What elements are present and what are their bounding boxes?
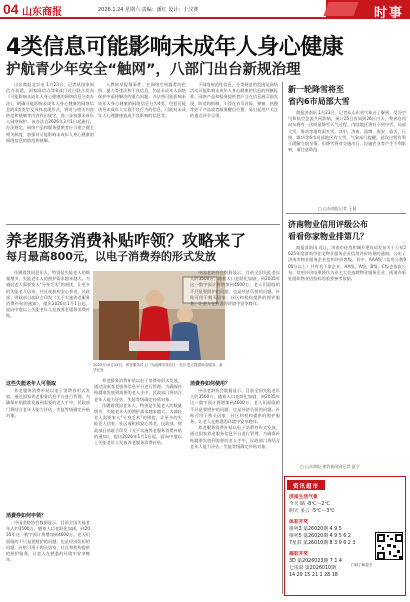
section-rule xyxy=(6,224,280,225)
sports-lottery-title: 体彩开奖 xyxy=(289,520,309,525)
weather-line: 今天 晴 -8℃～2℃ xyxy=(289,502,330,507)
weather-credit: □ 山东商报记者 王磊 xyxy=(318,206,357,211)
section-tag: 时事 xyxy=(373,6,404,21)
section-banner xyxy=(326,0,410,19)
qr-code[interactable] xyxy=(375,532,403,560)
welfare-lottery-line: 七乐彩 第2026010期 xyxy=(289,566,336,571)
dateline: 2026.1.24 星期六 责编：潘红 设计：于汶赛 xyxy=(98,7,199,13)
column-divider xyxy=(282,82,283,594)
pension-body-col-1c: 中国老龄协会数据显示，目前全国失能老年人约3500万，随着人口老龄化加剧，到2035年这一数字预计将增加到4600万。老人们面临的不只是要照护的问题，也是经济负担的问题。补贴可用于购买居家、社区和机构提供的照护服务，让老人在熟悉的环境中安享晚年。 xyxy=(6,520,90,563)
property-headline: 济南物业信用评级公布 xyxy=(288,220,368,229)
lead-subheadline: 护航青少年安全“触网”，八部门出台新规治理 xyxy=(6,62,301,78)
lead-headline: 4类信息可能影响未成年人身心健康 xyxy=(6,35,344,60)
qr-pattern xyxy=(376,533,403,560)
weather-headline: 新一轮降雪将至 xyxy=(288,85,344,94)
sports-lottery-line: 7星彩 第26010期 8 3 9 6 2 3 xyxy=(289,541,356,546)
weather-block-title: 济南生活气象 xyxy=(289,495,318,500)
lead-body-col-2: 人教网举报情事件，在网络空间露骨的色情、暴力等违法和不良信息，仍是未成年人网络保护中亟待解决的重点问题。办法将可能影响未成年人身心健康的网络信息分为4类，包括可能诱导未成年人实施不良行为的信息，可能对未成年人心理健康造成不良影响的信息等。 xyxy=(98,82,186,119)
welfare-lottery-line: 14 29 15 21 1 28 18 xyxy=(289,573,338,578)
welfare-lottery-title: 福彩开奖 xyxy=(289,552,309,557)
weather-line: 明天 多云 -5℃～3℃ xyxy=(289,509,335,514)
masthead-bar xyxy=(0,0,410,19)
weather-subheadline: 省内6市局部大雪 xyxy=(288,97,350,106)
welfare-lottery-line: 3D 第2026023期 7 1 4 xyxy=(289,559,342,564)
pension-sub-eligibility: 这些失能老年人可领取 xyxy=(6,381,57,387)
lead-body-col-1: 山东商报北京电 1月23日，记者从国家网信办获悉，国家网信办等8部门近日联合发布《可能影响未成年人身心健康的网络信息分类办法》，明确可能影响未成年人身心健康的网络信息的4类类型及具体表现形式，将对与相关内容防范和抵制等内容作出规定，进一步加强未成年人网络保护。该办法自2026年3月1日起施行。办法规定，网络产品和服务提供者应当建立健全相关制度，加强对可能影响未成年人身心健康的网络信息的防范和抵制。 xyxy=(6,82,94,143)
pension-headline: 养老服务消费补贴咋领？攻略来了 xyxy=(6,231,247,250)
photo-caption: 2025年10月23日，养老服务员上门为淄博市张店区一社区老人提供助浴服务。新华社发 xyxy=(93,363,223,372)
property-subheadline: 看看你家物业排第几？ xyxy=(288,232,368,241)
pension-sub-apply: 消费券如何申领？ xyxy=(6,513,47,519)
pension-subheadline: 每月最高800元，以电子消费券的形式发放 xyxy=(6,250,216,263)
paper-name: 山东商报 xyxy=(22,7,62,18)
banner-stripe xyxy=(323,2,358,16)
weather-body: 商报济南讯 1月23日，记者从山东省气象台了解到，受冷空气和低空急流共同影响，预计25日夜间到26日白天，我省自西向东将有一次明显降雪天气过程，内陆地区将有小到中雪，局部大雪，鲁南等地有雨夹雪。其中，济南、淄博、泰安、临沂、日照、潍坊等6市局部地区有大雪。气象部门提醒，此次过程有利于缓解当前旱情，但降雪将对交通出行、设施农业等产生不利影响，请注意防范。 xyxy=(288,110,406,153)
qr-label: 扫码了解更多 xyxy=(351,563,373,567)
pension-body-col-1: 伴随着我国老年人，特别是失能老人的数量增多，失能老年人的照护需求越来越大。为减轻老人需要家人“分身乏术”的困扰，让更多的失能老人居家、社区或机构安心养老，民政部、财政部日前联合印发《关于实施养老服务消费补贴的通知》，提出2026年1月1日起，面向中度以上失能老年人发放养老服务消费补贴。 xyxy=(6,270,90,319)
sports-lottery-line: 排列5 第26020期 4 9 5 6 2 xyxy=(289,534,351,539)
right-rule-1 xyxy=(286,213,406,214)
page-number: 04 xyxy=(3,1,19,17)
pension-body-col-3a: 中国老龄协会数据显示，目前全国失能老年人约3500万，随着人口老龄化加剧，到2035年这一数字预计将增加到4600万。老人们面临的不只是要照护的问题，也是经济负担的问题。补贴可用于购买居家、社区和机构提供的照护服务，让老人在熟悉的环境中安享晚年。 xyxy=(190,270,280,307)
sports-lottery-line: 排列3 第26020期 4 9 5 xyxy=(289,527,342,532)
info-box-heading: 资讯超市 xyxy=(287,480,325,490)
pension-body-col-3b: 中国老龄协会数据显示，目前全国失能老年人约3500万，随着人口老龄化加剧，到2035年这一数字预计将增加到4600万。老人们面临的不只是要照护的问题，也是经济负担的问题。补贴可用于购买居家、社区和机构提供的照护服务，让老人在熟悉的环境中安享晚年。 养老服务消费补贴以电子消费券形式发放，通过国家养老服务信息平台进行管理。为确保补贴精准发放到需要的老人手中，民政部门将结合老年人能力评估、失能等级确定补贴对象。 xyxy=(190,388,280,449)
pension-body-col-2: 养老服务消费补贴以电子消费券形式发放，通过国家养老服务信息平台进行管理。为确保补贴精准发放到需要的老人手中，民政部门将结合老年人能力评估、失能等级确定补贴对象。 伴随着我国老年人，特别是失能老人的数量增多，失能老年人的照护需求越来越大。为减轻老人需要家人“分身乏术”的困扰，让更多的失能老人居家、社区或机构安心养老，民政部、财政部日前联合印发《关于实施养老服务消费补贴的通知》，提出2026年1月1日起，面向中度以上失能老年人发放养老服务消费补贴。 xyxy=(94,378,182,446)
property-body: 商报济南讯 近日，济南市住房和城乡建设局发布关于公布2025年度济南市住宅物业服务企业信用评价结果的通知，公布了济南市物业服务企业信用评价等级。其中，AAA级（信用分数900分以上）共有若干家企业，AA级、A级、B级、C级也依次公布。信用评价结果将作为业主大会选聘物业服务企业、街道办事处组织物业招投标的重要参考依据。 xyxy=(288,245,406,282)
pension-sub-usage: 消费券如何使用？ xyxy=(190,381,231,387)
lead-body-col-3: 于网络规范性信息，分类规范的范围及网络活动可能影响未成年人身心健康的信息的判断标准。网络产品和服务提供者应当在信息展示前发现、防范和抵制，不得在首页首屏、弹窗、热搜等处于产品或者服务醒目位置、易引起用户关注的重点环节呈现。 xyxy=(190,82,278,119)
info-box xyxy=(284,476,406,596)
pension-body-col-1b: 养老服务消费补贴以电子消费券形式发放，通过国家养老服务信息平台进行管理。为确保补贴精准发放到需要的老人手中，民政部门将结合老年人能力评估、失能等级确定补贴对象。 xyxy=(6,388,90,418)
property-credit: □ 山东商报·速豹新闻网记者 夏宁 xyxy=(300,464,360,469)
